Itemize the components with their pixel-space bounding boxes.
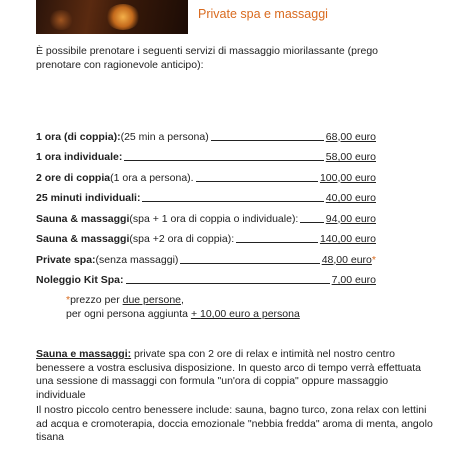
service-price: 58,00 euro	[325, 151, 376, 163]
photo-candle-glow-left	[48, 10, 74, 30]
service-note: (25 min a persona)	[120, 130, 209, 143]
price-row	[36, 143, 376, 164]
service-label: 2 ore di coppia	[36, 171, 111, 184]
leader-line	[211, 140, 324, 141]
service-price: 140,00 euro	[319, 233, 376, 245]
service-label: 1 ora (di coppia)	[36, 130, 118, 143]
service-label-colon: :	[136, 192, 141, 204]
service-label-colon: :	[117, 130, 121, 143]
leader-line	[124, 160, 323, 161]
service-label: Sauna & massaggi	[36, 212, 130, 225]
sauna-massaggi-description: Sauna e massaggi: private spa con 2 ore di relax e intimità nel nostro centro benessere a vostra esclusiva disposizione. In questo arco di tempo verrà effettuata una sessione di massaggi con formula "un'ora di coppia" oppure massaggio individuale	[36, 348, 422, 401]
service-price: 48,00 euro	[321, 253, 372, 266]
service-price-asterisk: *	[371, 253, 376, 266]
price-list	[36, 122, 376, 286]
service-label: Private spa:	[36, 253, 96, 266]
price-row	[36, 245, 376, 266]
fineprint	[66, 293, 300, 321]
price-row	[36, 204, 376, 225]
service-note: (spa + 1 ora di coppia o individuale):	[129, 212, 299, 225]
service-note: (senza massaggi)	[95, 253, 179, 266]
leader-line	[142, 201, 323, 202]
service-label: 1 ora individuale	[36, 151, 119, 163]
service-price: 40,00 euro	[325, 192, 376, 204]
spa-photo	[36, 0, 188, 34]
service-label: Noleggio Kit Spa:	[36, 274, 124, 286]
leader-line	[196, 181, 318, 182]
service-label-colon: :	[118, 151, 123, 163]
service-note: (spa +2 ora di coppia):	[129, 233, 235, 245]
price-row	[36, 266, 376, 287]
fineprint-line-1: *prezzo per due persone,	[66, 294, 184, 306]
intro-text: È possibile prenotare i seguenti servizi di massaggio miorilassante (prego prenotare con ragionevole anticipo):	[36, 45, 379, 71]
leader-line	[300, 222, 323, 223]
price-row	[36, 163, 376, 184]
price-row	[36, 122, 376, 143]
service-label: Sauna & massaggi	[36, 233, 130, 245]
page-title: Private spa e massaggi	[198, 7, 328, 21]
leader-line	[180, 263, 319, 264]
centro-benessere-description: Il nostro piccolo centro benessere include: sauna, bagno turco, zona relax con lettini ad acqua e cromoterapia, doccia emozionale "nebbia fredda" aroma di menta, angolo tisana	[36, 404, 433, 443]
service-note: (1 ora a persona).	[110, 171, 194, 184]
leader-line	[126, 283, 330, 284]
service-price: 100,00 euro	[319, 171, 376, 184]
service-price: 94,00 euro	[325, 212, 376, 225]
photo-candle-glow	[106, 4, 140, 30]
price-row	[36, 225, 376, 246]
service-price: 68,00 euro	[325, 130, 376, 143]
service-label: 25 minuti individuali	[36, 192, 137, 204]
fineprint-line-2: per ogni persona aggiunta + 10,00 euro a persona	[66, 308, 300, 320]
price-row	[36, 184, 376, 205]
service-price: 7,00 euro	[331, 274, 376, 286]
leader-line	[236, 242, 318, 243]
